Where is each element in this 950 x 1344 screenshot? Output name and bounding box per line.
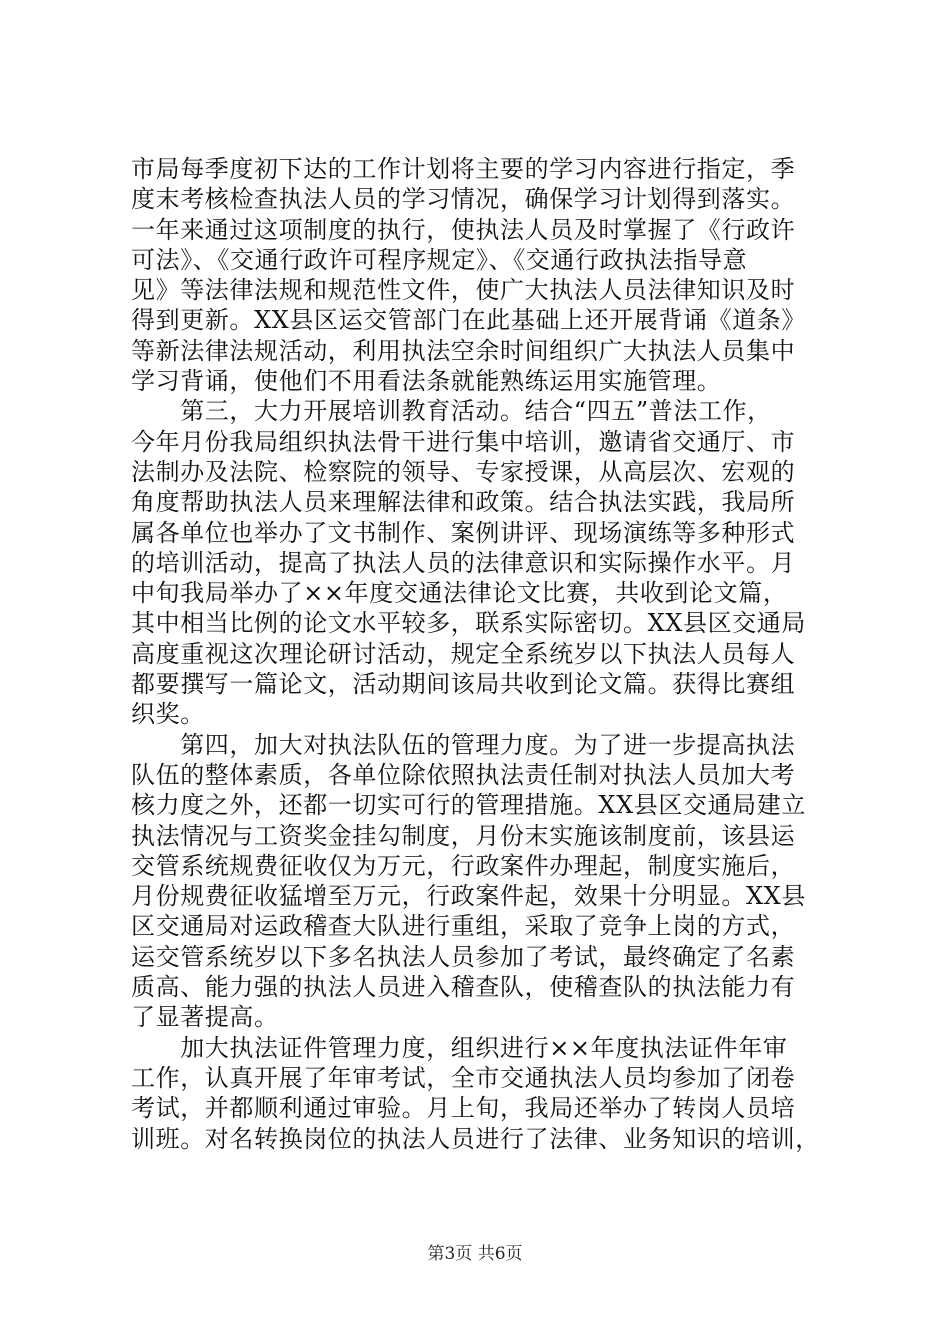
text-line: 运交管系统岁以下多名执法人员参加了考试，最终确定了名素: [131, 942, 796, 971]
text-line: 中旬我局举办了××年度交通法律论文比赛，共收到论文篇，: [131, 579, 788, 608]
text-line: 度末考核检查执法人员的学习情况，确保学习计划得到落实。: [131, 185, 796, 214]
text-line: 区交通局对运政稽查大队进行重组，采取了竞争上岗的方式，: [131, 912, 796, 941]
text-line: 的培训活动，提高了执法人员的法律意识和实际操作水平。月: [131, 548, 796, 577]
text-line: 其中相当比例的论文水平较多，联系实际密切。XX县区交通局: [131, 609, 806, 638]
page-number: 第3页 共6页: [427, 1244, 523, 1264]
text-line: 可法》、《交通行政许可程序规定》、《交通行政执法指导意: [131, 245, 748, 274]
text-line: 核力度之外，还都一切实可行的管理措施。XX县区交通局建立: [131, 791, 806, 820]
text-line: 交管系统规费征收仅为万元，行政案件办理起，制度实施后，: [131, 851, 796, 880]
body-text: [131, 154, 831, 1154]
text-line: 月份规费征收猛增至万元，行政案件起，效果十分明显。XX县: [131, 882, 806, 911]
text-line: 市局每季度初下达的工作计划将主要的学习内容进行指定，季: [131, 155, 796, 183]
text-line: 高度重视这次理论研讨活动，规定全系统岁以下执法人员每人: [131, 639, 796, 668]
text-line: 织奖。: [131, 700, 205, 729]
text-line: 得到更新。XX县区运交管部门在此基础上还开展背诵《道条》: [131, 306, 806, 335]
text-line: 第四，加大对执法队伍的管理力度。为了进一步提高执法: [131, 730, 796, 759]
text-line: 工作，认真开展了年审考试，全市交通执法人员均参加了闭卷: [131, 1063, 796, 1092]
text-line: 角度帮助执法人员来理解法律和政策。结合执法实践，我局所: [131, 488, 796, 517]
text-line: 执法情况与工资奖金挂勾制度，月份末实施该制度前，该县运: [131, 821, 796, 850]
text-line: 今年月份我局组织执法骨干进行集中培训，邀请省交通厅、市: [131, 427, 796, 456]
text-line: 见》等法律法规和规范性文件，使广大执法人员法律知识及时: [131, 276, 796, 305]
page-footer: [0, 1243, 950, 1265]
text-line: 训班。对名转换岗位的执法人员进行了法律、业务知识的培训，: [131, 1124, 820, 1153]
text-line: 第三，大力开展培训教育活动。结合“四五”普法工作，: [131, 397, 772, 426]
text-line: 法制办及法院、检察院的领导、专家授课，从高层次、宏观的: [131, 457, 796, 486]
text-line: 等新法律法规活动，利用执法空余时间组织广大执法人员集中: [131, 336, 796, 365]
text-line: 学习背诵，使他们不用看法条就能熟练运用实施管理。: [131, 367, 722, 396]
text-line: 队伍的整体素质，各单位除依照执法责任制对执法人员加大考: [131, 760, 796, 789]
text-line: 考试，并都顺利通过审验。月上旬，我局还举办了转岗人员培: [131, 1094, 796, 1123]
text-line: 一年来通过这项制度的执行，使执法人员及时掌握了《行政许: [131, 215, 796, 244]
text-line: 属各单位也举办了文书制作、案例讲评、现场演练等多种形式: [131, 518, 796, 547]
text-line: 质高、能力强的执法人员进入稽查队，使稽查队的执法能力有: [131, 973, 796, 1002]
text-line: 了显著提高。: [131, 1003, 279, 1032]
text-line: 都要撰写一篇论文，活动期间该局共收到论文篇。获得比赛组: [131, 670, 796, 699]
text-line: 加大执法证件管理力度，组织进行××年度执法证件年审: [131, 1033, 788, 1062]
